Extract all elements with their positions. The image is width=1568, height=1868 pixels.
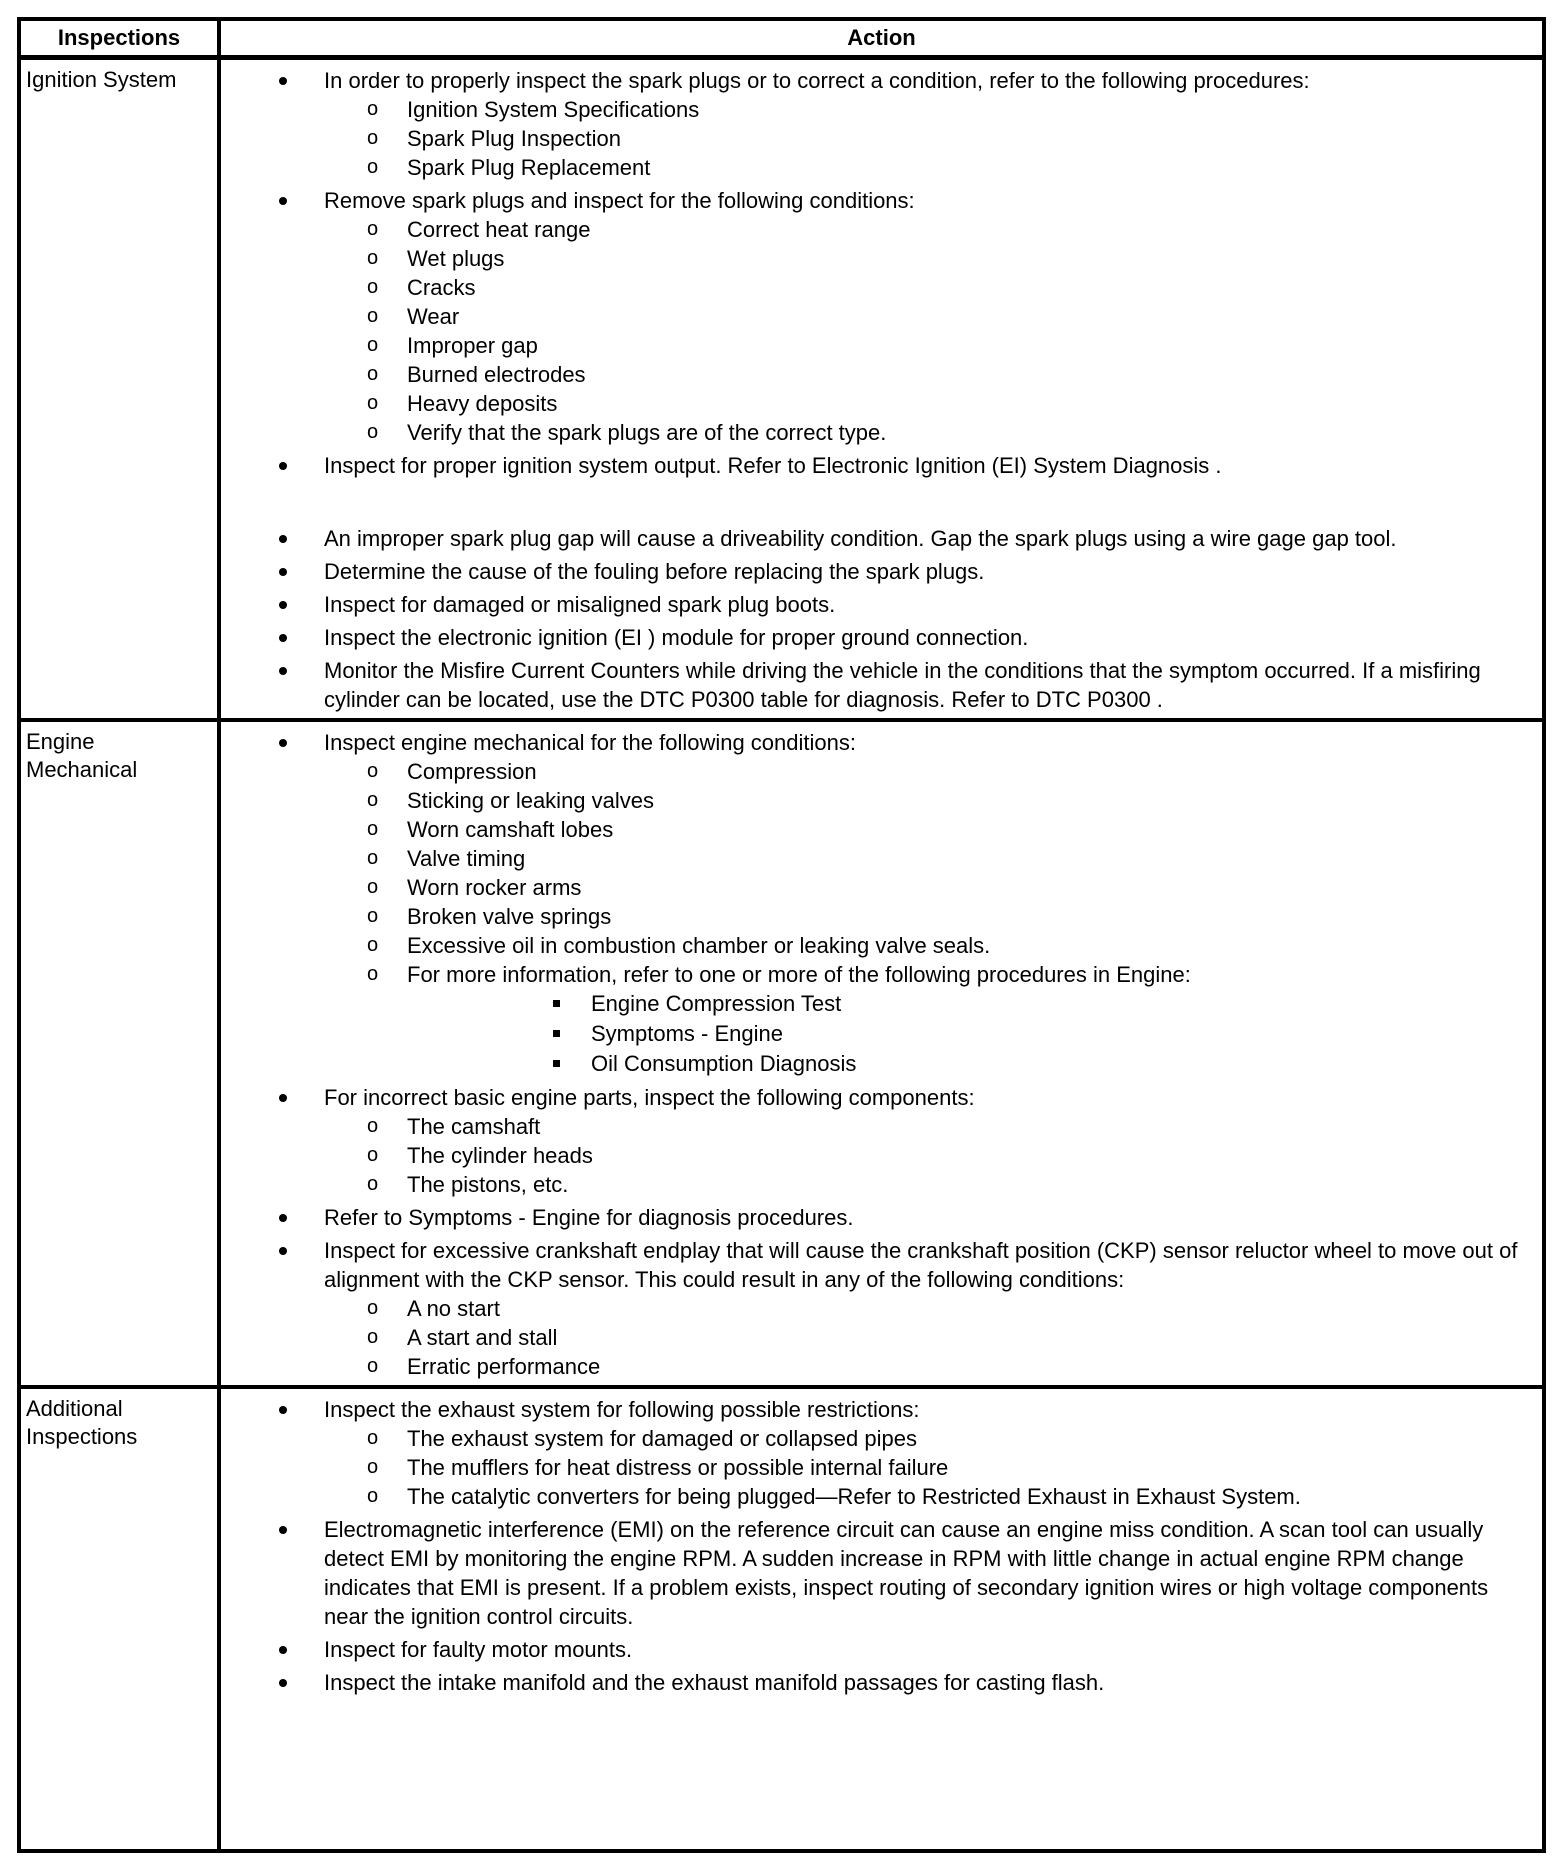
sub-sub-list — [324, 989, 1536, 1079]
sub-sub-list-item-text: Symptoms - Engine — [591, 1021, 783, 1046]
sub-list-item — [224, 331, 1536, 360]
sub-list-item-text: Spark Plug Replacement — [407, 155, 651, 180]
list-item — [221, 590, 1536, 619]
list-item — [221, 186, 1536, 447]
sub-list-item-text: Burned electrodes — [407, 362, 586, 387]
sub-list-item — [224, 815, 1536, 844]
list-item-text: Remove spark plugs and inspect for the following conditions: — [324, 188, 915, 213]
category-cell: Ignition System — [19, 58, 219, 721]
sub-list-item-text: Verify that the spark plugs are of the correct type. — [407, 420, 887, 445]
sub-list-item — [224, 1170, 1536, 1199]
sub-list-item-text: Wear — [407, 304, 460, 329]
sub-list-item — [224, 273, 1536, 302]
sub-list-item — [224, 1424, 1536, 1453]
sub-list-item-text: The camshaft — [407, 1114, 541, 1139]
sub-list-item — [224, 302, 1536, 331]
sub-list-item — [224, 418, 1536, 447]
list-item-text: Inspect the intake manifold and the exhaust manifold passages for casting flash. — [324, 1670, 1105, 1695]
sub-list-item-text: Erratic performance — [407, 1354, 601, 1379]
table-row-ignition — [19, 58, 1544, 721]
sub-list-item — [224, 1294, 1536, 1323]
list-item-text: Inspect for excessive crankshaft endplay that will cause the crankshaft position (CKP) sensor reluctor wheel to move out of alignment with the CKP sensor. This could result in any of the following conditions: — [324, 1238, 1518, 1292]
sub-list-item — [224, 1482, 1536, 1511]
sub-list-item-text: Ignition System Specifications — [407, 97, 700, 122]
list-item — [221, 557, 1536, 586]
sub-sub-list-item-text: Engine Compression Test — [591, 991, 842, 1016]
table-row-engine-mechanical — [19, 720, 1544, 1387]
sub-list-item — [224, 389, 1536, 418]
sub-list-item-text: Improper gap — [407, 333, 538, 358]
sub-list-item-text: Worn camshaft lobes — [407, 817, 614, 842]
sub-list-item-text: The mufflers for heat distress or possible internal failure — [407, 1455, 949, 1480]
sub-list — [324, 1294, 1536, 1381]
sub-list-item — [224, 244, 1536, 273]
list-item — [221, 1203, 1536, 1232]
sub-list-item — [224, 844, 1536, 873]
action-list — [221, 728, 1536, 1381]
sub-list-item-text: A start and stall — [407, 1325, 558, 1350]
sub-sub-list-item-text: Oil Consumption Diagnosis — [591, 1051, 857, 1076]
sub-list-item-text: The pistons, etc. — [407, 1172, 569, 1197]
sub-list-item — [224, 124, 1536, 153]
list-item-text: Refer to Symptoms - Engine for diagnosis procedures. — [324, 1205, 854, 1230]
sub-list-item-text: For more information, refer to one or more of the following procedures in Engine: — [407, 962, 1191, 987]
action-list — [221, 66, 1536, 714]
list-item — [221, 656, 1536, 714]
sub-list — [324, 95, 1536, 182]
list-item — [221, 1083, 1536, 1199]
sub-list-item-text: A no start — [407, 1296, 500, 1321]
sub-list-item — [224, 1352, 1536, 1381]
list-item-text: Inspect the electronic ignition (EI ) module for proper ground connection. — [324, 625, 1029, 650]
sub-list-item — [224, 931, 1536, 960]
category-cell: Engine Mechanical — [19, 720, 219, 1387]
list-item-text: In order to properly inspect the spark plugs or to correct a condition, refer to the following procedures: — [324, 68, 1310, 93]
sub-list-item-text: The catalytic converters for being plugged—Refer to Restricted Exhaust in Exhaust System. — [407, 1484, 1301, 1509]
list-item — [221, 524, 1536, 553]
sub-list-item-text: Correct heat range — [407, 217, 591, 242]
header-action: Action — [219, 19, 1544, 58]
sub-sub-list-item — [324, 1019, 1536, 1049]
sub-list-item — [224, 95, 1536, 124]
action-cell — [219, 720, 1544, 1387]
sub-list-item — [224, 215, 1536, 244]
sub-list — [324, 757, 1536, 1079]
sub-list — [324, 1112, 1536, 1199]
list-item-text: Inspect the exhaust system for following possible restrictions: — [324, 1397, 920, 1422]
table-row-additional-inspections — [19, 1387, 1544, 1851]
sub-list-item-text: The cylinder heads — [407, 1143, 593, 1168]
sub-list-item — [224, 960, 1536, 1079]
list-item — [221, 66, 1536, 182]
action-cell — [219, 58, 1544, 721]
action-cell — [219, 1387, 1544, 1851]
sub-list — [324, 1424, 1536, 1511]
list-item — [221, 451, 1536, 480]
header-inspections: Inspections — [19, 19, 219, 58]
list-item — [221, 1515, 1536, 1631]
sub-list-item-text: Broken valve springs — [407, 904, 612, 929]
sub-list-item-text: Worn rocker arms — [407, 875, 582, 900]
list-item-text: Inspect for faulty motor mounts. — [324, 1637, 633, 1662]
sub-list-item-text: Heavy deposits — [407, 391, 558, 416]
sub-list-item — [224, 1141, 1536, 1170]
list-item — [221, 1395, 1536, 1511]
list-item-text: For incorrect basic engine parts, inspect the following components: — [324, 1085, 975, 1110]
list-item-text: An improper spark plug gap will cause a driveability condition. Gap the spark plugs using a wire gage gap tool. — [324, 526, 1397, 551]
sub-list-item-text: The exhaust system for damaged or collapsed pipes — [407, 1426, 917, 1451]
inspections-table — [17, 17, 1546, 1853]
table-header-row — [19, 19, 1544, 58]
sub-sub-list-item — [324, 1049, 1536, 1079]
sub-list-item — [224, 902, 1536, 931]
sub-list-item-text: Sticking or leaking valves — [407, 788, 655, 813]
list-item — [221, 1635, 1536, 1664]
list-item — [221, 728, 1536, 1079]
sub-list-item — [224, 153, 1536, 182]
sub-list-item-text: Spark Plug Inspection — [407, 126, 622, 151]
list-item — [221, 623, 1536, 652]
list-item-text: Inspect for damaged or misaligned spark plug boots. — [324, 592, 836, 617]
sub-list-item-text: Excessive oil in combustion chamber or leaking valve seals. — [407, 933, 991, 958]
sub-sub-list-item — [324, 989, 1536, 1019]
sub-list-item — [224, 786, 1536, 815]
list-item — [221, 1668, 1536, 1697]
sub-list-item — [224, 873, 1536, 902]
sub-list-item — [224, 757, 1536, 786]
sub-list-item-text: Compression — [407, 759, 537, 784]
sub-list-item — [224, 360, 1536, 389]
sub-list-item-text: Valve timing — [407, 846, 526, 871]
sub-list-item — [224, 1323, 1536, 1352]
list-item-text: Monitor the Misfire Current Counters while driving the vehicle in the conditions that the symptom occurred. If a misfiring cylinder can be located, use the DTC P0300 table for diagnosis. Refer to DTC P0300 . — [324, 658, 1481, 712]
sub-list-item — [224, 1453, 1536, 1482]
sub-list-item-text: Wet plugs — [407, 246, 505, 271]
sub-list-item-text: Cracks — [407, 275, 476, 300]
list-item — [221, 1236, 1536, 1381]
list-item-text: Inspect for proper ignition system output. Refer to Electronic Ignition (EI) System Diagnosis . — [324, 453, 1222, 478]
list-item-text: Inspect engine mechanical for the following conditions: — [324, 730, 856, 755]
category-cell: Additional Inspections — [19, 1387, 219, 1851]
list-item-text: Electromagnetic interference (EMI) on the reference circuit can cause an engine miss condition. A scan tool can usually detect EMI by monitoring the engine RPM. A sudden increase in RPM with little change in actual engine RPM change indicates that EMI is present. If a problem exists, inspect routing of secondary ignition wires or high voltage components near the ignition control circuits. — [324, 1517, 1489, 1629]
list-item-text: Determine the cause of the fouling before replacing the spark plugs. — [324, 559, 985, 584]
sub-list — [324, 215, 1536, 447]
sub-list-item — [224, 1112, 1536, 1141]
action-list — [221, 1395, 1536, 1697]
